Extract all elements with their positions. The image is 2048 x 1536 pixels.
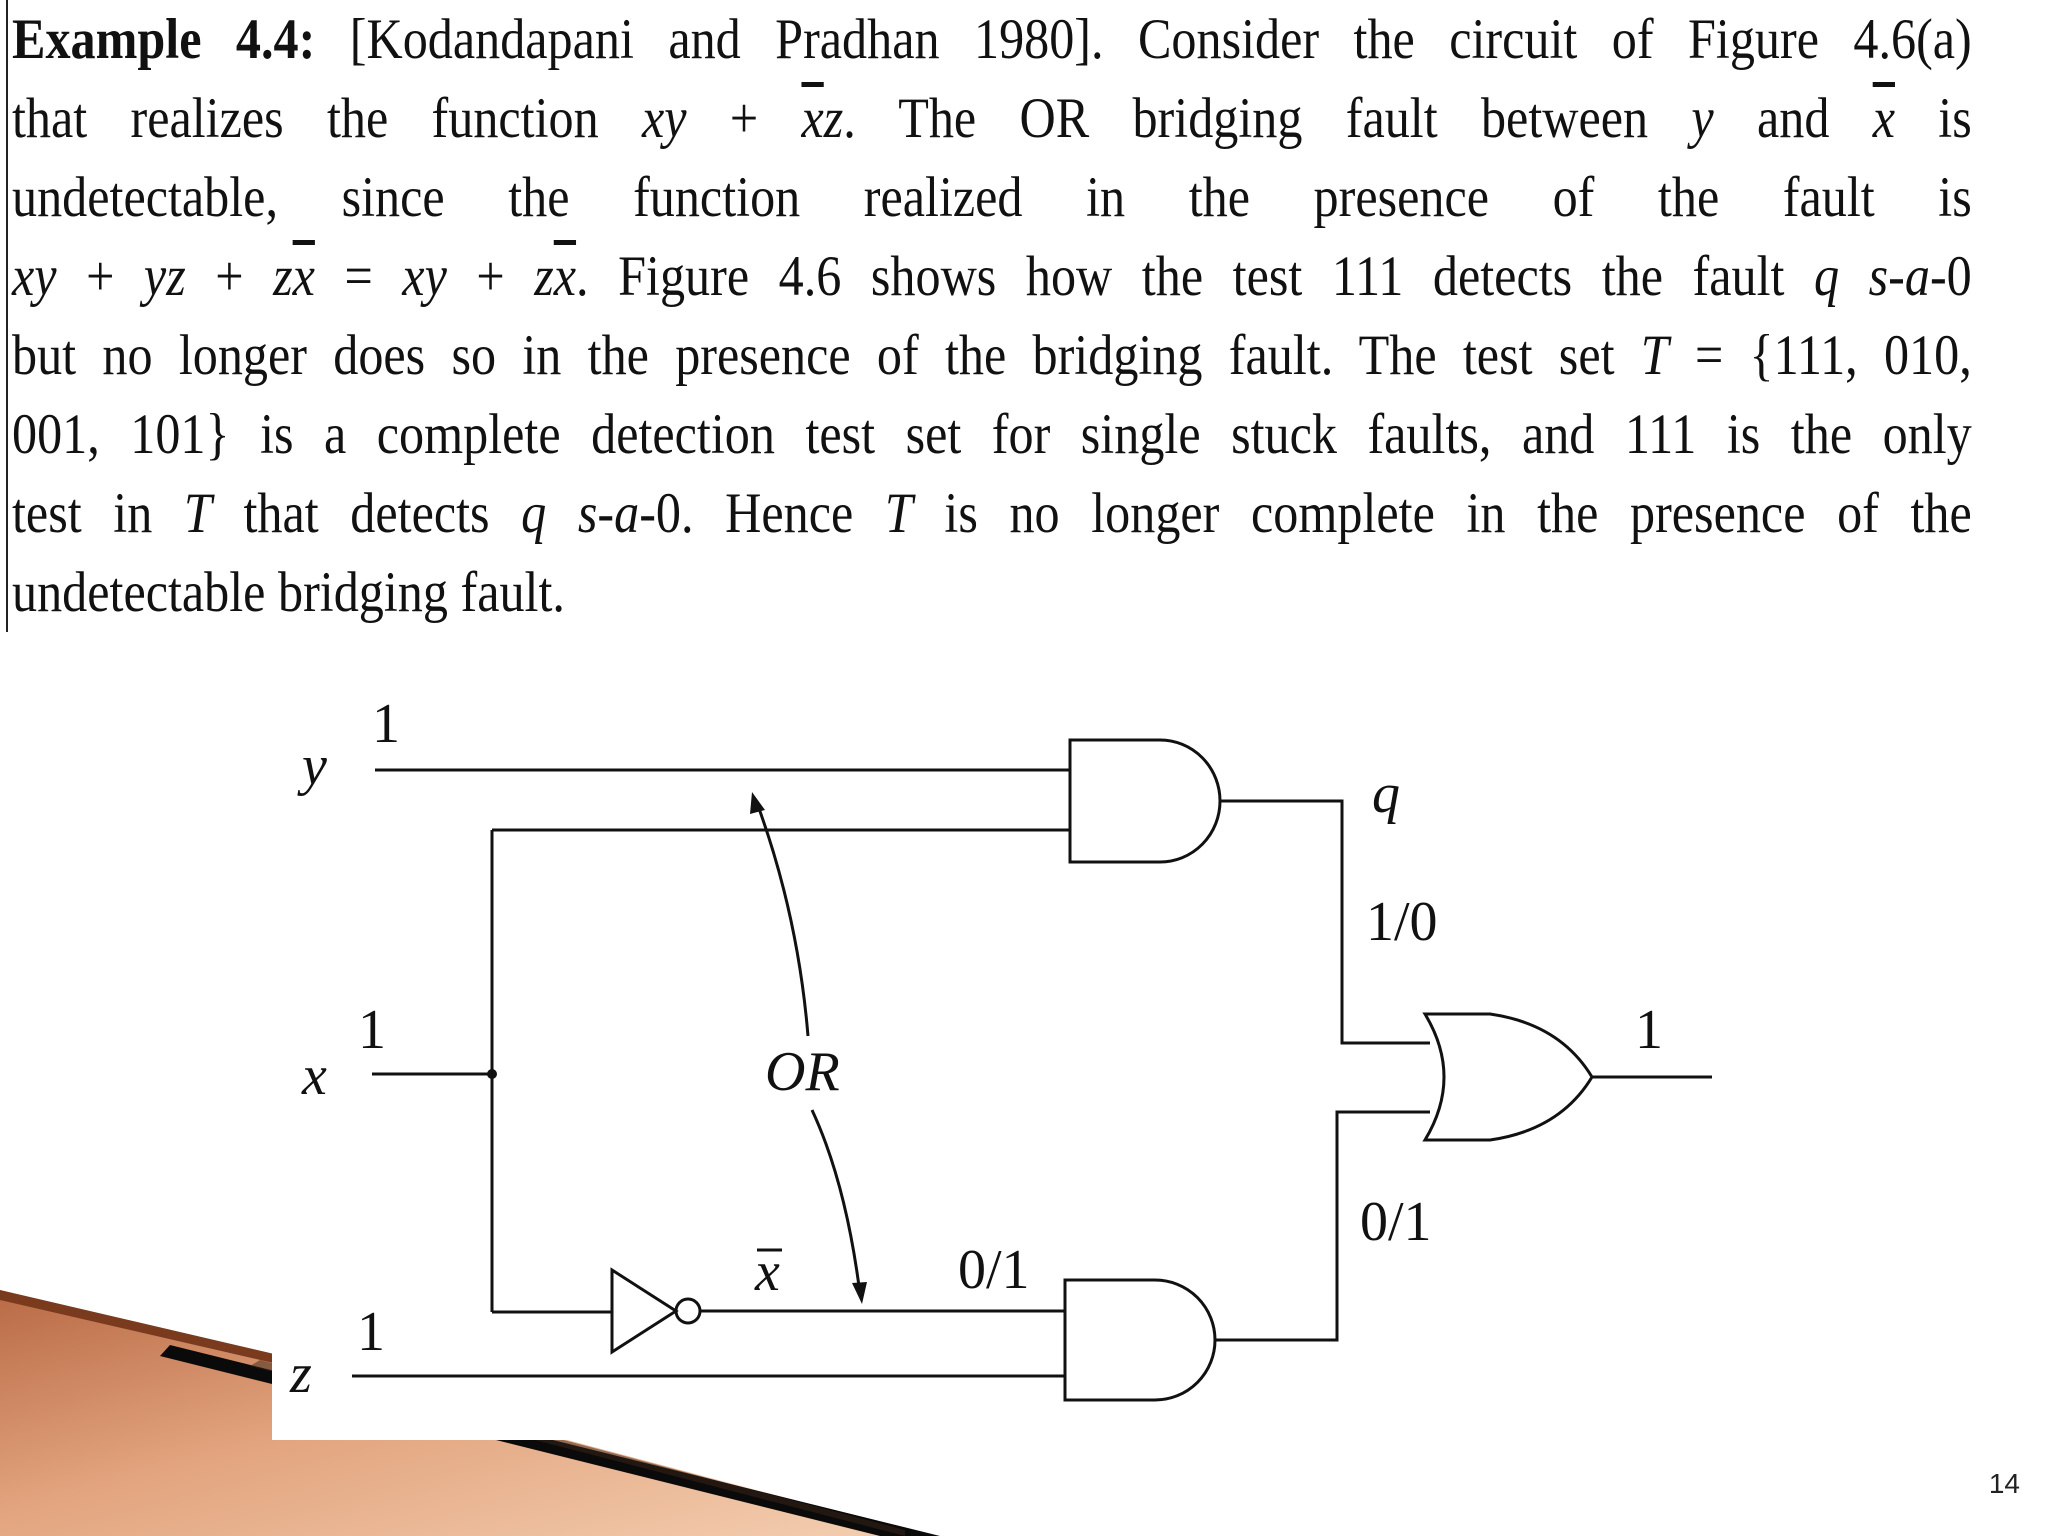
input-z-label: z <box>290 1343 312 1405</box>
text-run: $\overline{x}$ <box>292 245 315 308</box>
text-run: -0. Hence <box>639 482 885 545</box>
q-value: 1/0 <box>1366 891 1438 953</box>
junction-dot <box>487 1069 497 1079</box>
text-run: test in <box>12 482 184 545</box>
text-line <box>12 237 1972 316</box>
bridge-arrow-up <box>757 803 808 1036</box>
q-label: q <box>1372 763 1400 825</box>
text-run: and <box>1713 87 1873 150</box>
text-run: undetectable, since the function realized in the presence of the fault is <box>12 166 1972 229</box>
text-line <box>12 79 1972 158</box>
text-run: + <box>686 87 802 150</box>
or-gate <box>1425 1014 1592 1140</box>
output-value: 1 <box>1635 999 1663 1061</box>
text-run: that detects <box>211 482 522 545</box>
circuit-diagram <box>272 680 1772 1440</box>
and-gate-upper <box>1070 740 1220 862</box>
and-gate-lower <box>1065 1280 1215 1400</box>
text-run: z <box>823 87 844 150</box>
text-run: = <box>314 245 403 308</box>
text-run: z <box>534 245 554 308</box>
text-run: z <box>273 245 293 308</box>
and2-value: 0/1 <box>1360 1191 1432 1253</box>
text-run: a <box>614 482 640 545</box>
bridge-label: OR <box>765 1041 840 1103</box>
text-run: T <box>884 482 913 545</box>
text-run: . The OR bridging fault between <box>843 87 1692 150</box>
text-run: -0 <box>1929 245 1972 308</box>
xbar-label: x <box>755 1241 780 1303</box>
text-run: is <box>1894 87 1972 150</box>
text-run: Example 4.4: <box>12 8 316 71</box>
text-run: xy <box>12 245 57 308</box>
input-x-label: x <box>302 1045 327 1107</box>
text-line <box>12 158 1972 237</box>
text-run: yz <box>143 245 186 308</box>
input-x-value: 1 <box>358 999 386 1061</box>
text-run: that realizes the function <box>12 87 643 150</box>
text-run: - <box>1888 245 1905 308</box>
input-y-label: y <box>302 735 327 797</box>
text-run: xy <box>402 245 447 308</box>
bridge-arrow-down <box>812 1110 860 1294</box>
text-run: - <box>597 482 615 545</box>
arrowhead-up <box>750 792 765 814</box>
text-run: $\overline{x}$ <box>1872 87 1895 150</box>
text-run: $\overline{x}$ <box>553 245 577 308</box>
text-run: but no longer does so in the presence of the bridging fault. The test set <box>12 324 1641 387</box>
text-run: xy <box>642 87 687 150</box>
text-run: + <box>446 245 535 308</box>
arrowhead-down <box>852 1282 867 1304</box>
input-z-value: 1 <box>357 1301 385 1363</box>
text-line <box>12 395 1972 474</box>
inverter-bubble <box>676 1299 700 1323</box>
text-run: q s <box>1814 245 1889 308</box>
lower-and-input-value: 0/1 <box>958 1239 1030 1301</box>
text-run: undetectable bridging fault. <box>12 561 565 624</box>
text-run: y <box>1691 87 1714 150</box>
text-line <box>12 0 1972 79</box>
text-run: T <box>183 482 212 545</box>
text-run: a <box>1904 245 1930 308</box>
example-text-block <box>6 0 1972 632</box>
text-run: + <box>185 245 274 308</box>
input-y-value: 1 <box>372 693 400 755</box>
page-number: 14 <box>1988 1468 2020 1499</box>
text-line <box>12 553 1972 632</box>
text-line <box>12 316 1972 395</box>
text-run: [Kodandapani and Pradhan 1980]. Consider the circuit of Figure 4.6(a) <box>315 8 1972 71</box>
text-run: 001, 101} is a complete detection test set for single stuck faults, and 111 is the only <box>12 403 1972 466</box>
text-run: $\overline{x}$ <box>801 87 824 150</box>
text-run: q s <box>521 482 598 545</box>
text-run: T <box>1640 324 1669 387</box>
text-run: = {111, 010, <box>1668 324 1972 387</box>
circuit-figure <box>272 680 1772 1440</box>
text-line <box>12 474 1972 553</box>
text-run: . Figure 4.6 shows how the test 111 detects the fault <box>576 245 1815 308</box>
inverter-gate <box>612 1270 676 1352</box>
text-run: + <box>56 245 144 308</box>
text-run: is no longer complete in the presence of the <box>912 482 1972 545</box>
